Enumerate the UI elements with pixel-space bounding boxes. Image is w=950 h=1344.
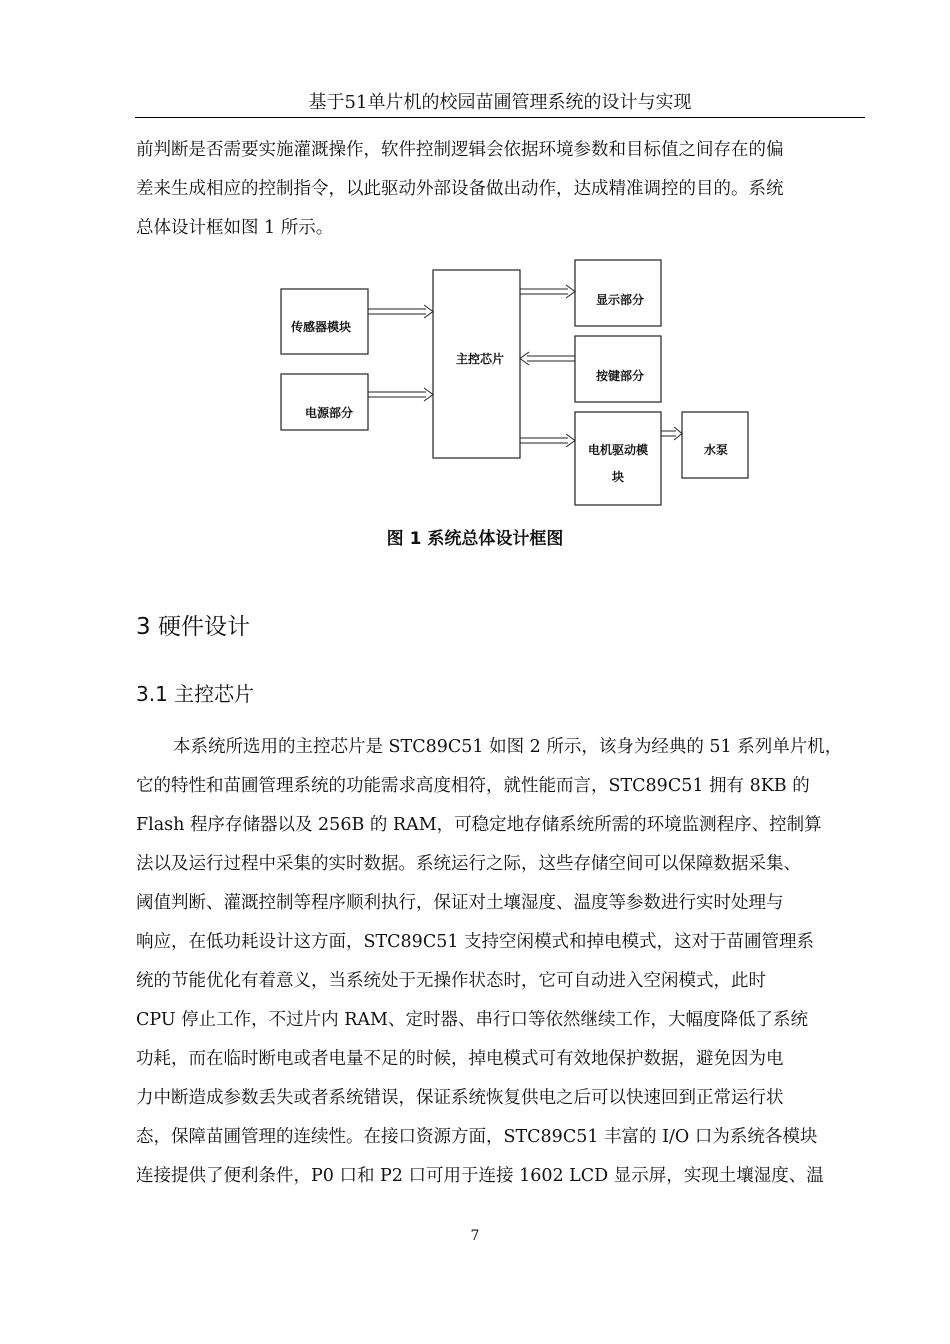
motor-driver-label-1: 电机驱动模: [588, 443, 649, 457]
intro-line: 差来生成相应的控制指令，以此驱动外部设备做出动作，达成精准调控的目的。系统: [136, 179, 784, 199]
main-chip-label: 主控芯片: [456, 352, 505, 366]
arrow-power-to-chip: [368, 388, 433, 401]
body-line: 本系统所选用的主控芯片是 STC89C51 如图 2 所示，该身为经典的 51 系列单片机，: [173, 737, 843, 757]
body-line: 法以及运行过程中采集的实时数据。系统运行之际，这些存储空间可以保障数据采集、: [136, 854, 801, 874]
keys-label: 按键部分: [596, 369, 645, 383]
body-line: 力中断造成参数丢失或者系统错误，保证系统恢复供电之后可以快速回到正常运行状: [136, 1088, 784, 1108]
body-line: 它的特性和苗圃管理系统的功能需求高度相符，就性能而言，STC89C51 拥有 8KB 的: [136, 776, 810, 796]
motor-driver-label-2: 块: [612, 470, 625, 484]
body-line: 响应，在低功耗设计这方面，STC89C51 支持空闲模式和掉电模式，这对于苗圃管理系: [136, 932, 815, 952]
arrow-motor-to-pump: [661, 427, 682, 440]
body-line: 态，保障苗圃管理的连续性。在接口资源方面，STC89C51 丰富的 I/O 口为系统各模块: [136, 1127, 818, 1147]
body-line: 统的节能优化有着意义，当系统处于无操作状态时，它可自动进入空闲模式，此时: [136, 971, 766, 991]
arrow-keys-to-chip: [520, 352, 575, 365]
body-line: 阈值判断、灌溉控制等程序顺利执行，保证对土壤湿度、温度等参数进行实时处理与: [136, 893, 784, 913]
figure-caption: 图 1 系统总体设计框图: [386, 529, 564, 549]
body-line: 功耗，而在临时断电或者电量不足的时候，掉电模式可有效地保护数据，避免因为电: [136, 1049, 784, 1069]
body-line: 连接提供了便利条件，P0 口和 P2 口可用于连接 1602 LCD 显示屏，实现土壤湿度、温: [136, 1166, 824, 1186]
body-line: CPU 停止工作，不过片内 RAM、定时器、串行口等依然继续工作，大幅度降低了系统: [136, 1010, 808, 1030]
display-label: 显示部分: [596, 293, 645, 307]
motor-driver-box: [575, 412, 661, 505]
section-heading: 3 硬件设计: [136, 614, 250, 640]
intro-line: 前判断是否需要实施灌溉操作，软件控制逻辑会依据环境参数和目标值之间存在的偏: [136, 140, 784, 160]
subsection-heading: 3.1 主控芯片: [136, 682, 255, 706]
arrow-chip-to-display: [520, 285, 575, 298]
sensor-module-label: 传感器模块: [291, 320, 352, 334]
body-line: Flash 程序存储器以及 256B 的 RAM，可稳定地存储系统所需的环境监测程序、控制算: [136, 815, 822, 835]
arrow-sensor-to-chip: [368, 305, 433, 318]
power-label: 电源部分: [305, 406, 354, 420]
arrow-chip-to-motor: [520, 434, 575, 447]
power-box: [281, 374, 368, 430]
body-paragraph: [136, 728, 864, 1196]
running-header: 基于51单片机的校园苗圃管理系统的设计与实现: [308, 92, 692, 113]
pump-label: 水泵: [704, 443, 729, 457]
page-number: 7: [470, 1228, 480, 1244]
intro-line: 总体设计框如图 1 所示。: [136, 218, 334, 238]
